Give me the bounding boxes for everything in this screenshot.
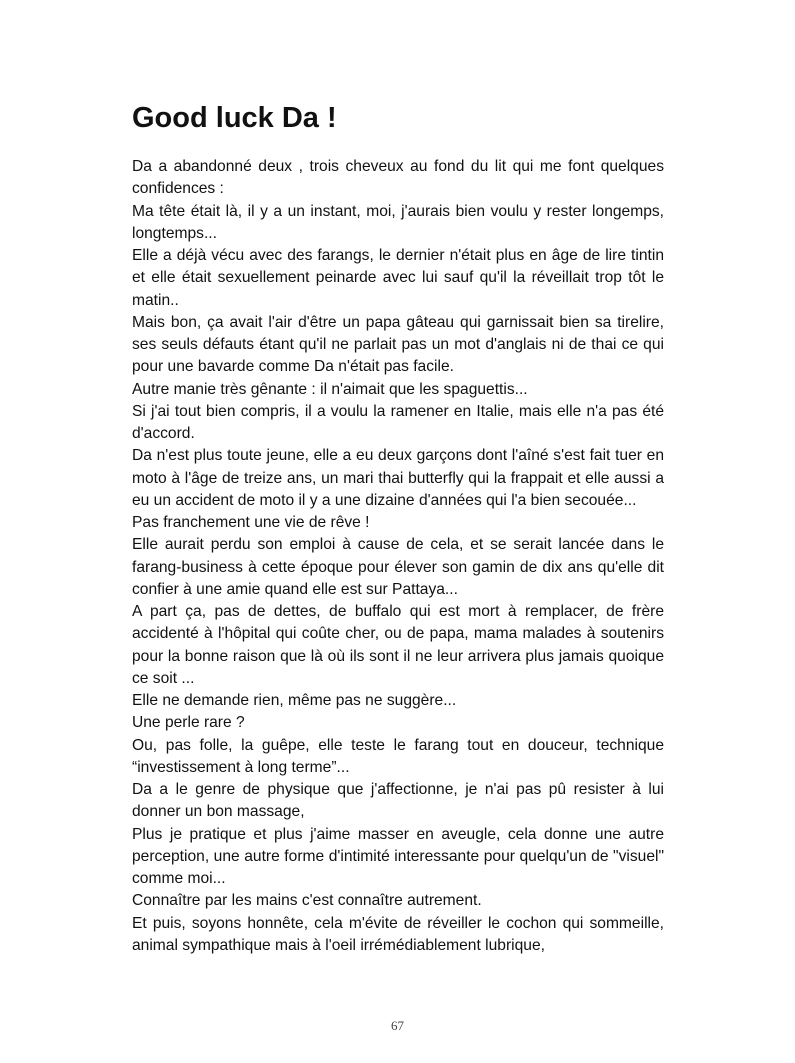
paragraph: Une perle rare ? xyxy=(132,714,245,732)
page-title: Good luck Da ! xyxy=(132,102,337,134)
paragraph: Et puis, soyons honnête, cela m'évite de réveiller le cochon qui sommeille, animal sympathique mais à l'oeil irrémédiablement lubrique, xyxy=(132,914,664,954)
paragraph: Da a le genre de physique que j'affectionne, je n'ai pas pû resister à lui donner un bon massage, xyxy=(132,781,664,821)
paragraph: Connaître par les mains c'est connaître autrement. xyxy=(132,892,482,910)
paragraph: Ou, pas folle, la guêpe, elle teste le farang tout en douceur, technique “investissement à long terme”... xyxy=(132,736,664,776)
body-text xyxy=(132,156,664,957)
paragraph: Elle ne demande rien, même pas ne suggère... xyxy=(132,692,457,709)
paragraph: Ma tête était là, il y a un instant, moi, j'aurais bien voulu y rester longemps, longtemps... xyxy=(132,202,664,242)
paragraph: Plus je pratique et plus j'aime masser en aveugle, cela donne une autre perception, une autre forme d'intimité interessante pour quelqu'un de "visuel" comme moi... xyxy=(132,825,664,887)
paragraph: Da n'est plus toute jeune, elle a eu deux garçons dont l'aîné s'est fait tuer en moto à l'âge de treize ans, un mari thai butterfly qui la frappait et elle aussi a eu un accident de moto il y a une dizaine d'années qui l'a bien secouée... xyxy=(132,447,664,509)
paragraph: Elle aurait perdu son emploi à cause de cela, et se serait lancée dans le farang-business à cette époque pour élever son gamin de dix ans qu'elle dit confier à une amie quand elle est sur Pattaya... xyxy=(132,536,664,598)
paragraph: Pas franchement une vie de rêve ! xyxy=(132,514,370,531)
paragraph: Mais bon, ça avait l'air d'être un papa gâteau qui garnissait bien sa tirelire, ses seuls défauts étant qu'il ne parlait pas un mot d'anglais ni de thai ce qui pour une bavarde comme Da n'était pas facile. xyxy=(132,313,664,376)
page-number: 67 xyxy=(391,1018,404,1033)
paragraph: Si j'ai tout bien compris, il a voulu la ramener en Italie, mais elle n'a pas été d'accord. xyxy=(132,402,664,442)
paragraph: Autre manie très gênante : il n'aimait que les spaguettis... xyxy=(132,380,528,398)
paragraph: Da a abandonné deux , trois cheveux au fond du lit qui me font quelques confidences : xyxy=(132,158,664,198)
paragraph: Elle a déjà vécu avec des farangs, le dernier n'était plus en âge de lire tintin et elle était sexuellement peinarde avec lui sauf qu'il la réveillait trop tôt le matin.. xyxy=(132,247,664,309)
paragraph: A part ça, pas de dettes, de buffalo qui est mort à remplacer, de frère accidenté à l'hôpital qui coûte cher, ou de papa, mama malades à soutenirs pour la bonne raison que là où ils sont il ne leur arrivera plus jamais quoique ce soit ... xyxy=(132,603,664,687)
